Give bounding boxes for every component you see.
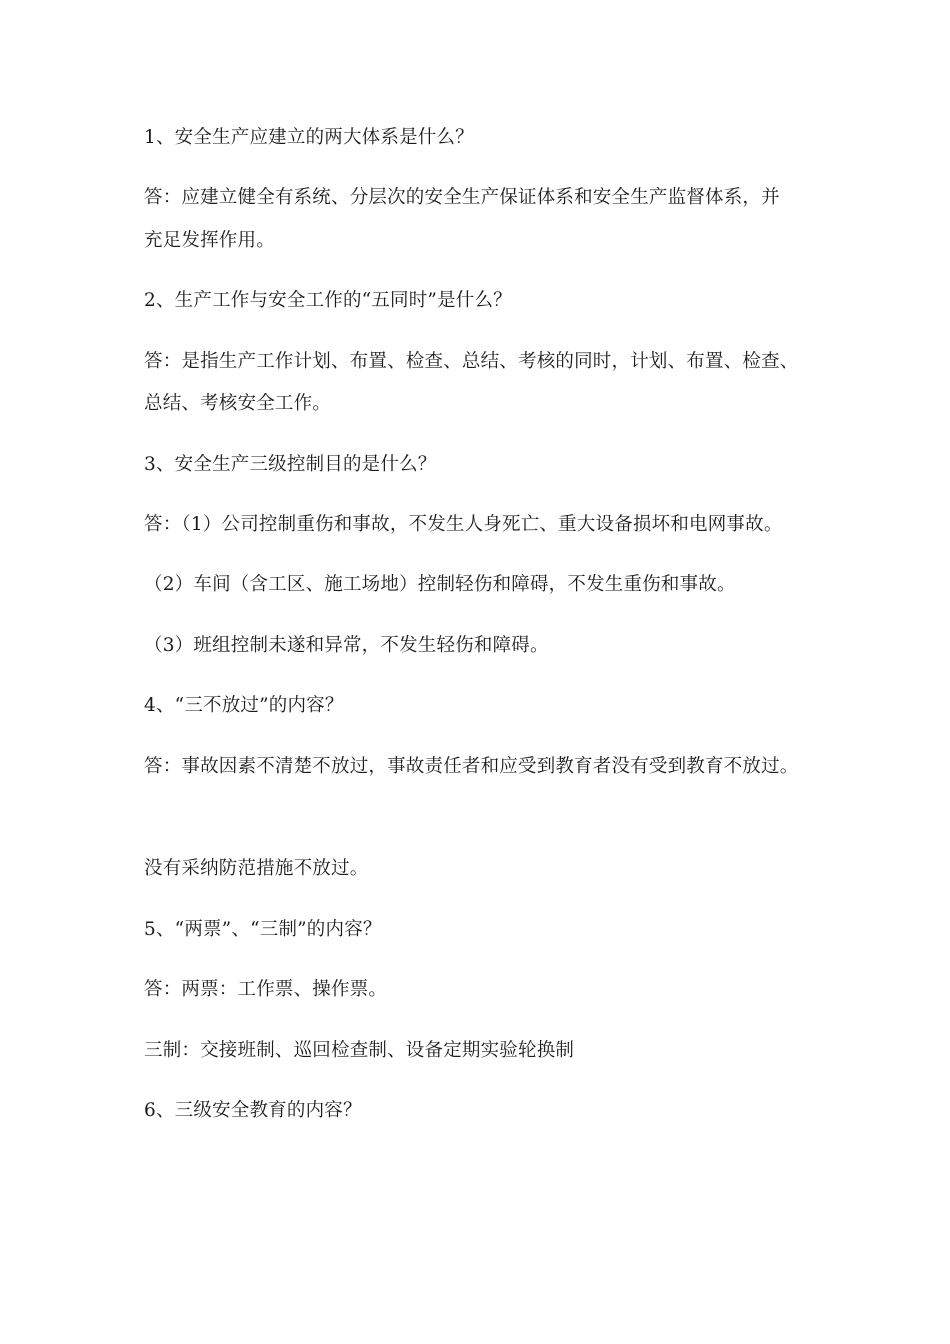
question-6: 6、三级安全教育的内容？ bbox=[144, 1100, 362, 1121]
answer-2-line-1: 答：是指生产工作计划、布置、检查、总结、考核的同时，计划、布置、检查、 bbox=[144, 351, 799, 372]
answer-4-line-1: 答：事故因素不清楚不放过，事故责任者和应受到教育者没有受到教育不放过。 bbox=[144, 756, 799, 777]
answer-3-line-1: 答：（1）公司控制重伤和事故，不发生人身死亡、重大设备损坏和电网事故。 bbox=[144, 514, 783, 535]
question-5: 5、“两票”、“三制”的内容？ bbox=[144, 919, 382, 940]
question-1: 1、安全生产应建立的两大体系是什么？ bbox=[144, 127, 474, 148]
answer-2-line-2: 总结、考核安全工作。 bbox=[144, 393, 332, 414]
answer-3-line-2: （2）车间（含工区、施工场地）控制轻伤和障碍，不发生重伤和事故。 bbox=[144, 574, 736, 595]
answer-3-line-3: （3）班组控制未遂和异常，不发生轻伤和障碍。 bbox=[144, 635, 549, 656]
answer-1-line-1: 答：应建立健全有系统、分层次的安全生产保证体系和安全生产监督体系，并 bbox=[144, 187, 780, 208]
answer-1-line-2: 充足发挥作用。 bbox=[144, 230, 275, 251]
answer-4-line-2: 没有采纳防范措施不放过。 bbox=[144, 858, 369, 879]
question-4: 4、“三不放过”的内容？ bbox=[144, 695, 344, 716]
question-2: 2、生产工作与安全工作的“五同时”是什么？ bbox=[144, 290, 512, 311]
question-3: 3、安全生产三级控制目的是什么？ bbox=[144, 454, 437, 475]
answer-5-line-2: 三制：交接班制、巡回检查制、设备定期实验轮换制 bbox=[144, 1040, 575, 1061]
answer-5-line-1: 答：两票：工作票、操作票。 bbox=[144, 979, 388, 1000]
